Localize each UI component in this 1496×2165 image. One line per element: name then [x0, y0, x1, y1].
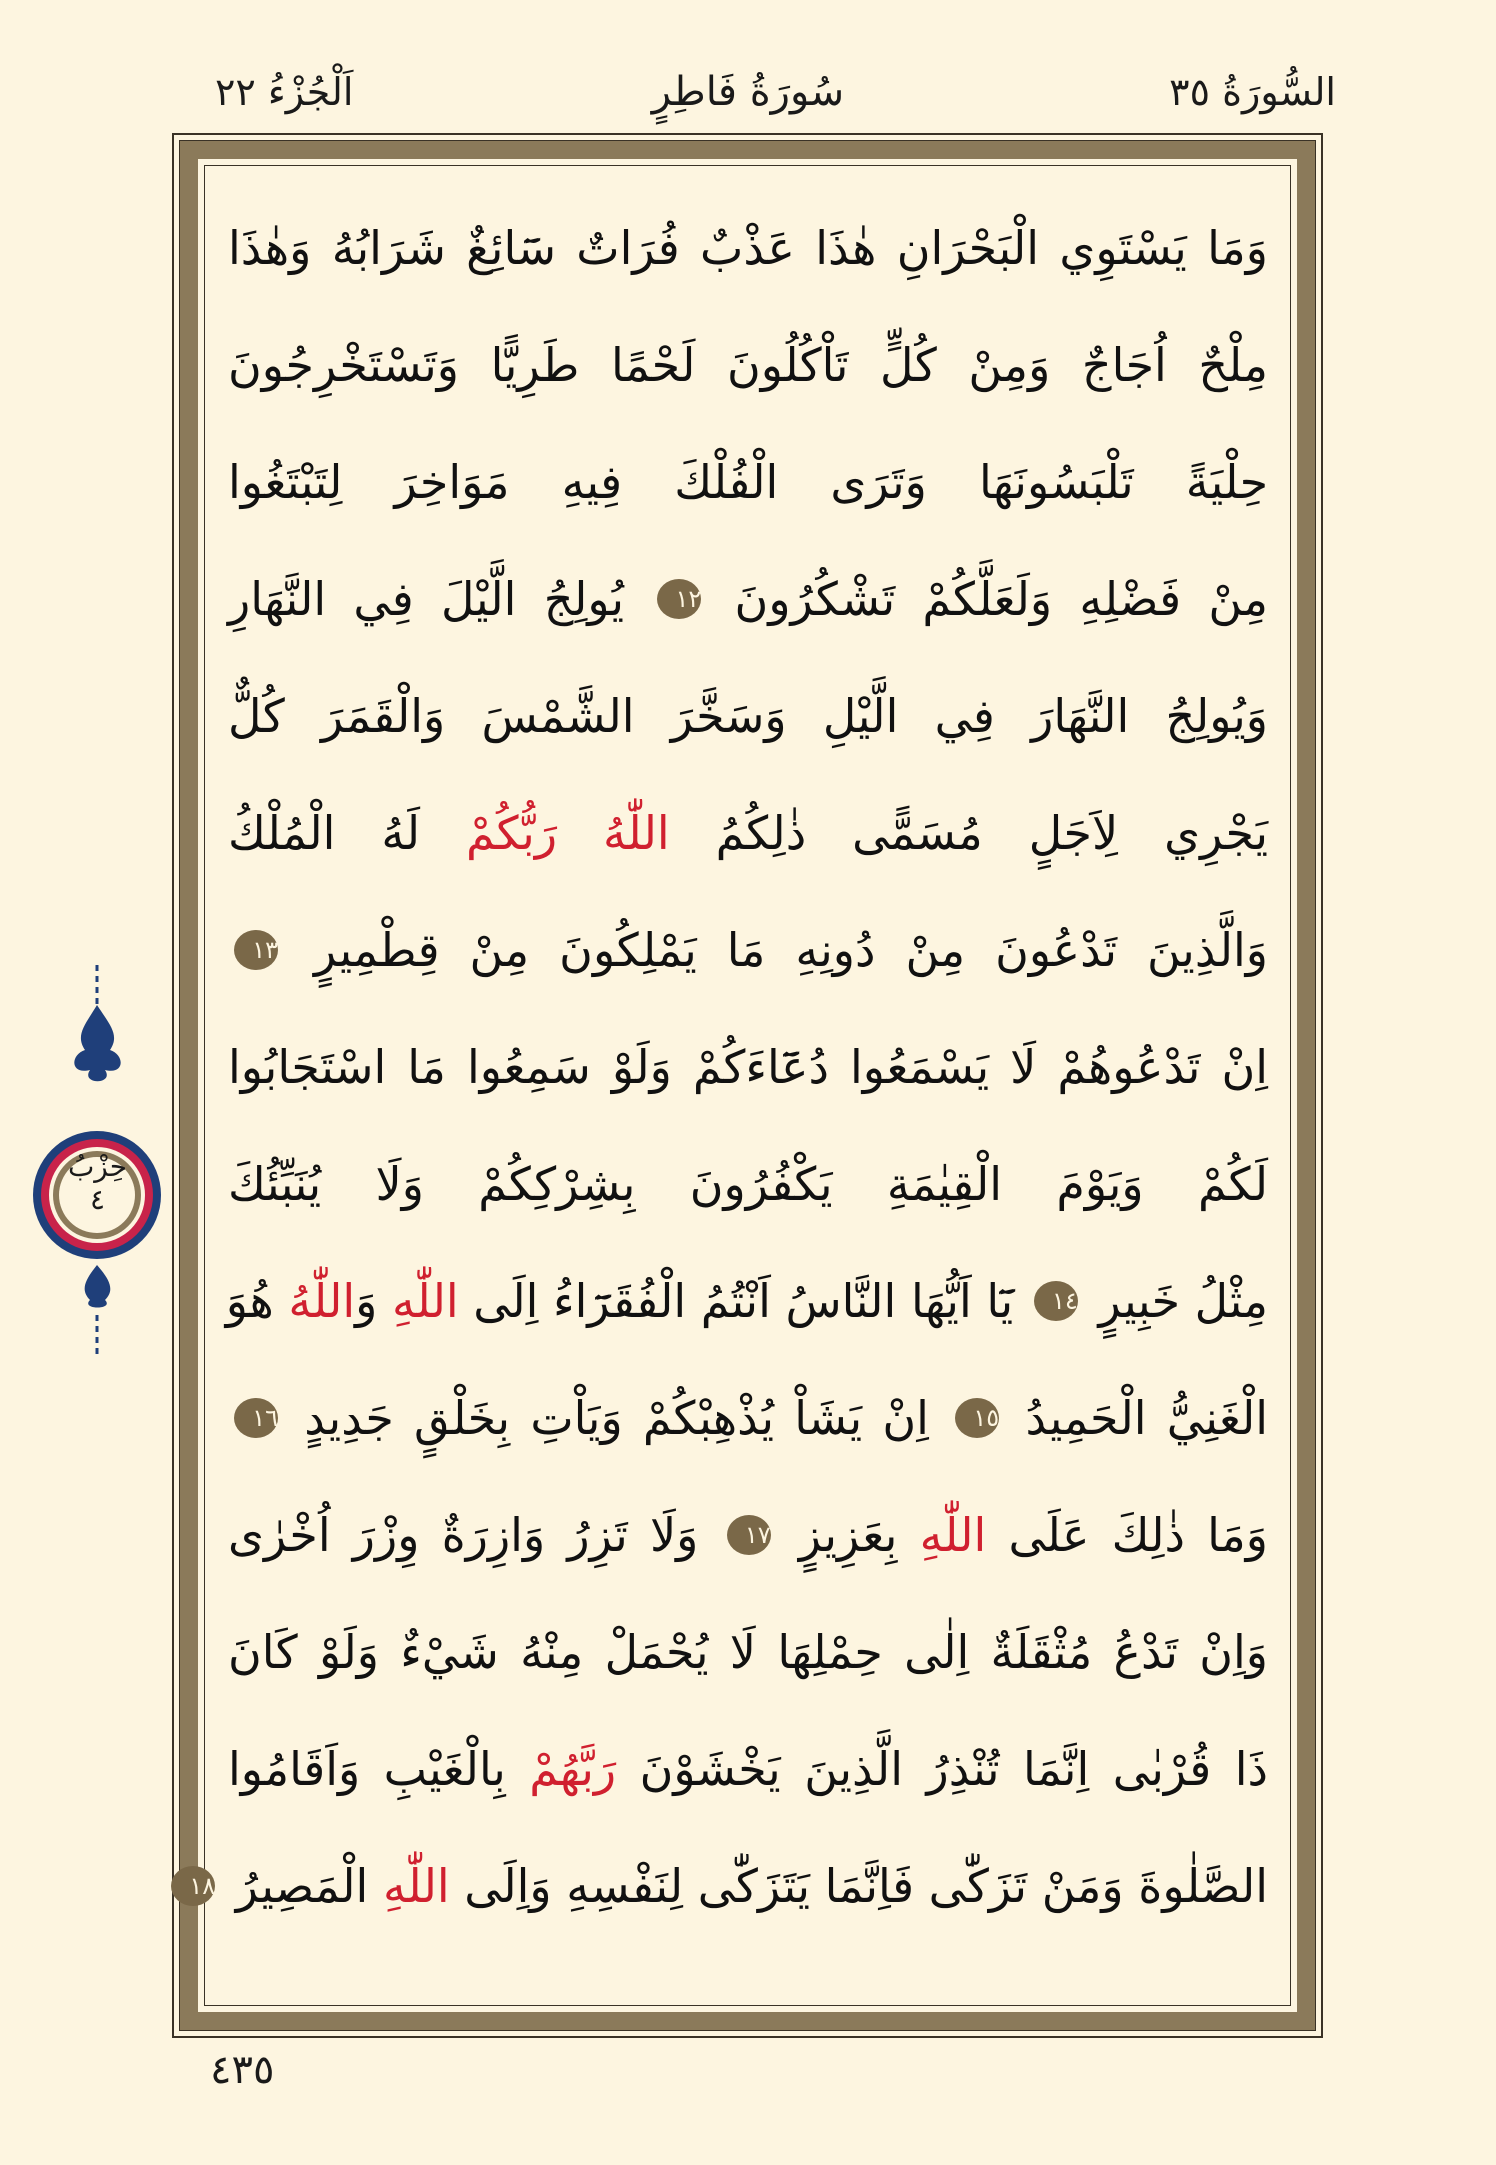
text-line	[228, 424, 1268, 541]
divine-name-text: اللّٰهِ	[919, 1508, 987, 1562]
text-line	[228, 1360, 1268, 1477]
ayah-number-marker: ١٣	[234, 930, 278, 970]
verse-text: وَمَا يَسْتَوِي الْبَحْرَانِ هٰذَا عَذْبٌ فُرَاتٌ سَٓائِغٌ شَرَابُهُ وَهٰذَا	[228, 221, 1268, 275]
ayah-number-marker: ١٦	[234, 1398, 278, 1438]
hizb-label: حِزْبُ	[67, 1150, 128, 1183]
text-line	[225, 1243, 1268, 1360]
page-number: ٤٣٥	[210, 2047, 275, 2093]
verse-text: مِثْلُ خَبِيرٍ	[1098, 1274, 1268, 1328]
verse-text: اِنْ يَشَاْ يُذْهِبْكُمْ وَيَاْتِ بِخَلْقٍ جَدِيدٍ	[304, 1391, 929, 1445]
ayah-number-marker: ١٥	[955, 1398, 999, 1438]
verse-text: يُولِجُ الَّيْلَ فِي النَّهَارِ	[228, 572, 624, 626]
ayah-number-marker: ١٨	[171, 1866, 215, 1906]
verse-text: وَالَّذِينَ تَدْعُونَ مِنْ دُونِهِ مَا يَمْلِكُونَ مِنْ قِطْمِيرٍ	[313, 923, 1268, 977]
verse-text: وَمَا ذٰلِكَ عَلَى	[1008, 1508, 1269, 1562]
verse-text: ذَا قُرْبٰى اِنَّمَا تُنْذِرُ الَّذِينَ يَخْشَوْنَ	[639, 1742, 1269, 1796]
text-line	[228, 541, 1268, 658]
divine-name-text: اللّٰهِ	[391, 1274, 459, 1328]
verse-text: يَٓا اَيُّهَا النَّاسُ اَنْتُمُ الْفُقَرَٓاءُ اِلَى	[473, 1274, 1014, 1328]
surah-number-header: السُّورَةُ ٣٥	[1169, 70, 1336, 114]
text-line	[228, 892, 1268, 1009]
verse-text: بِعَزِيزٍ	[798, 1508, 898, 1562]
text-line	[228, 307, 1268, 424]
hizb-marker	[30, 965, 165, 1355]
text-line	[228, 1009, 1268, 1126]
verse-text: وَاِنْ تَدْعُ مُثْقَلَةٌ اِلٰى حِمْلِهَا لَا يُحْمَلْ مِنْهُ شَيْءٌ وَلَوْ كَانَ	[228, 1625, 1268, 1679]
verse-text: وَيُولِجُ النَّهَارَ فِي الَّيْلِ وَسَخَّرَ الشَّمْسَ وَالْقَمَرَ كُلٌّ	[228, 689, 1268, 743]
divine-name-text: اللّٰهِ	[382, 1859, 450, 1913]
verse-text: لَهُ الْمُلْكُ	[228, 806, 421, 860]
text-line	[228, 190, 1268, 307]
divine-name-text: اللّٰهُ	[288, 1274, 356, 1328]
text-line	[189, 1828, 1268, 1945]
verse-text: الصَّلٰوةَ وَمَنْ تَزَكّٰى فَاِنَّمَا يَتَزَكّٰى لِنَفْسِهِ وَاِلَى	[464, 1859, 1268, 1913]
ayah-number-marker: ١٧	[727, 1515, 771, 1555]
surah-name-header: سُورَةُ فَاطِرٍ	[651, 69, 845, 115]
verse-text: الْمَصِيرُ	[235, 1859, 369, 1913]
verse-text: لَكُمْ وَيَوْمَ الْقِيٰمَةِ يَكْفُرُونَ بِشِرْكِكُمْ وَلَا يُنَبِّئُكَ	[228, 1157, 1268, 1211]
verse-text: بِالْغَيْبِ وَاَقَامُوا	[228, 1742, 506, 1796]
verse-text: يَجْرِي لِاَجَلٍ مُسَمًّى ذٰلِكُمُ	[715, 806, 1269, 860]
text-line	[228, 775, 1268, 892]
text-line	[228, 1126, 1268, 1243]
verse-text: مِنْ فَضْلِهِ وَلَعَلَّكُمْ تَشْكُرُونَ	[734, 572, 1269, 626]
text-line	[228, 658, 1268, 775]
text-line	[228, 1711, 1268, 1828]
verse-text: اِنْ تَدْعُوهُمْ لَا يَسْمَعُوا دُعَٓاءَكُمْ وَلَوْ سَمِعُوا مَا اسْتَجَابُوا	[228, 1040, 1268, 1094]
hizb-number: ٤	[89, 1183, 106, 1216]
ayah-number-marker: ١٤	[1034, 1281, 1078, 1321]
verse-text: مِلْحٌ اُجَاجٌ وَمِنْ كُلٍّ تَاْكُلُونَ لَحْمًا طَرِيًّا وَتَسْتَخْرِجُونَ	[228, 338, 1268, 392]
verse-text: حِلْيَةً تَلْبَسُونَهَا وَتَرَى الْفُلْكَ فِيهِ مَوَاخِرَ لِتَبْتَغُوا	[228, 455, 1268, 509]
divine-name-text: رَبَّهُمْ	[529, 1742, 617, 1796]
verse-text: وَ	[355, 1274, 378, 1328]
verse-text: هُوَ	[225, 1274, 274, 1328]
text-line	[228, 1477, 1268, 1594]
verse-text: وَلَا تَزِرُ وَازِرَةٌ وِزْرَ اُخْرٰى	[228, 1508, 699, 1562]
juz-header: اَلْجُزْءُ ٢٢	[215, 70, 354, 114]
quran-text-area	[189, 190, 1269, 1990]
verse-text: الْغَنِيُّ الْحَمِيدُ	[1025, 1391, 1268, 1445]
divine-name-text: اللّٰهُ رَبُّكُمْ	[466, 806, 670, 860]
ayah-number-marker: ١٢	[657, 579, 701, 619]
text-line	[228, 1594, 1268, 1711]
